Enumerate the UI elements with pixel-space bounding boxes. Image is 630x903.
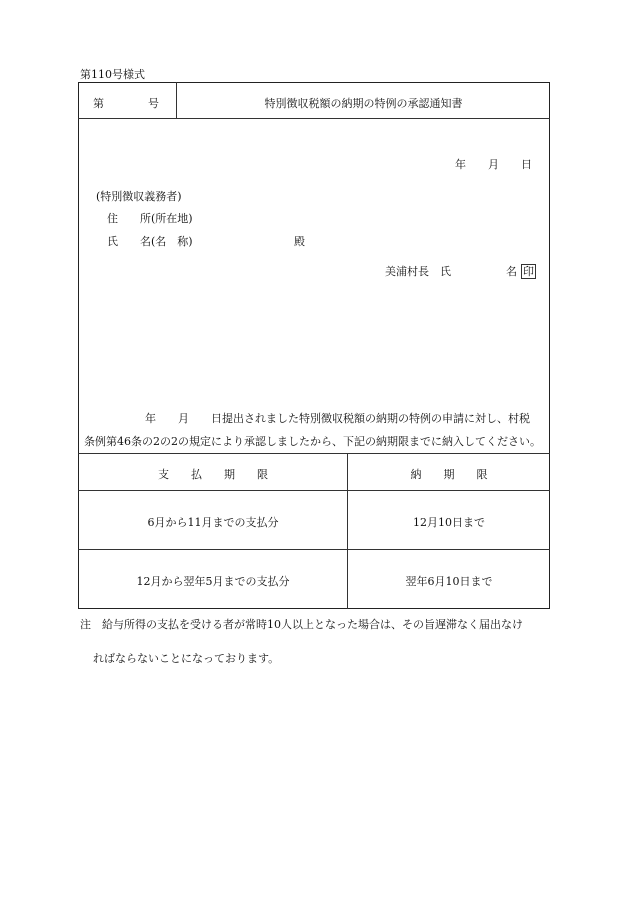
header-divider bbox=[78, 118, 550, 119]
table-header-payment-period: 支 払 期 限 bbox=[158, 468, 268, 481]
table-cell-period-2: 12月から翌年5月までの支払分 bbox=[136, 575, 290, 588]
table-cell-period-1: 6月から11月までの支払分 bbox=[147, 516, 279, 529]
document-number-label: 第 号 bbox=[93, 97, 159, 110]
form-number: 第110号様式 bbox=[80, 68, 145, 81]
table-header-rule bbox=[78, 490, 550, 491]
table-cell-due-2: 翌年6月10日まで bbox=[405, 575, 493, 588]
note-line1: 注 給与所得の支払を受ける者が常時10人以上となった場合は、その旨遅滞なく届出なけ bbox=[80, 618, 523, 631]
table-top-rule bbox=[78, 453, 550, 454]
document-title: 特別徴収税額の納期の特例の承認通知書 bbox=[264, 97, 463, 110]
issuer-name: 美浦村長 氏 名 bbox=[385, 265, 517, 278]
approval-text-line1: 年 月 日提出されました特別徴収税額の納期の特例の申請に対し、村税 bbox=[145, 412, 530, 425]
taxpayer-heading: (特別徴収義務者) bbox=[96, 190, 182, 203]
note-line2: ればならないことになっております。 bbox=[93, 652, 280, 665]
issue-date: 年 月 日 bbox=[455, 158, 532, 171]
approval-text-line2: 条例第46条の2の2の規定により承認しましたから、下記の納期限までに納入してください。 bbox=[84, 435, 541, 448]
seal-mark: 印 bbox=[523, 265, 534, 278]
table-row-rule bbox=[78, 549, 550, 550]
issuer-signature bbox=[385, 263, 536, 279]
name-label: 氏 名(名 称) bbox=[107, 235, 193, 248]
table-header-due-date: 納 期 限 bbox=[410, 468, 488, 481]
address-label: 住 所(所在地) bbox=[107, 212, 193, 225]
table-cell-due-1: 12月10日まで bbox=[413, 516, 485, 529]
honorific: 殿 bbox=[294, 235, 305, 248]
